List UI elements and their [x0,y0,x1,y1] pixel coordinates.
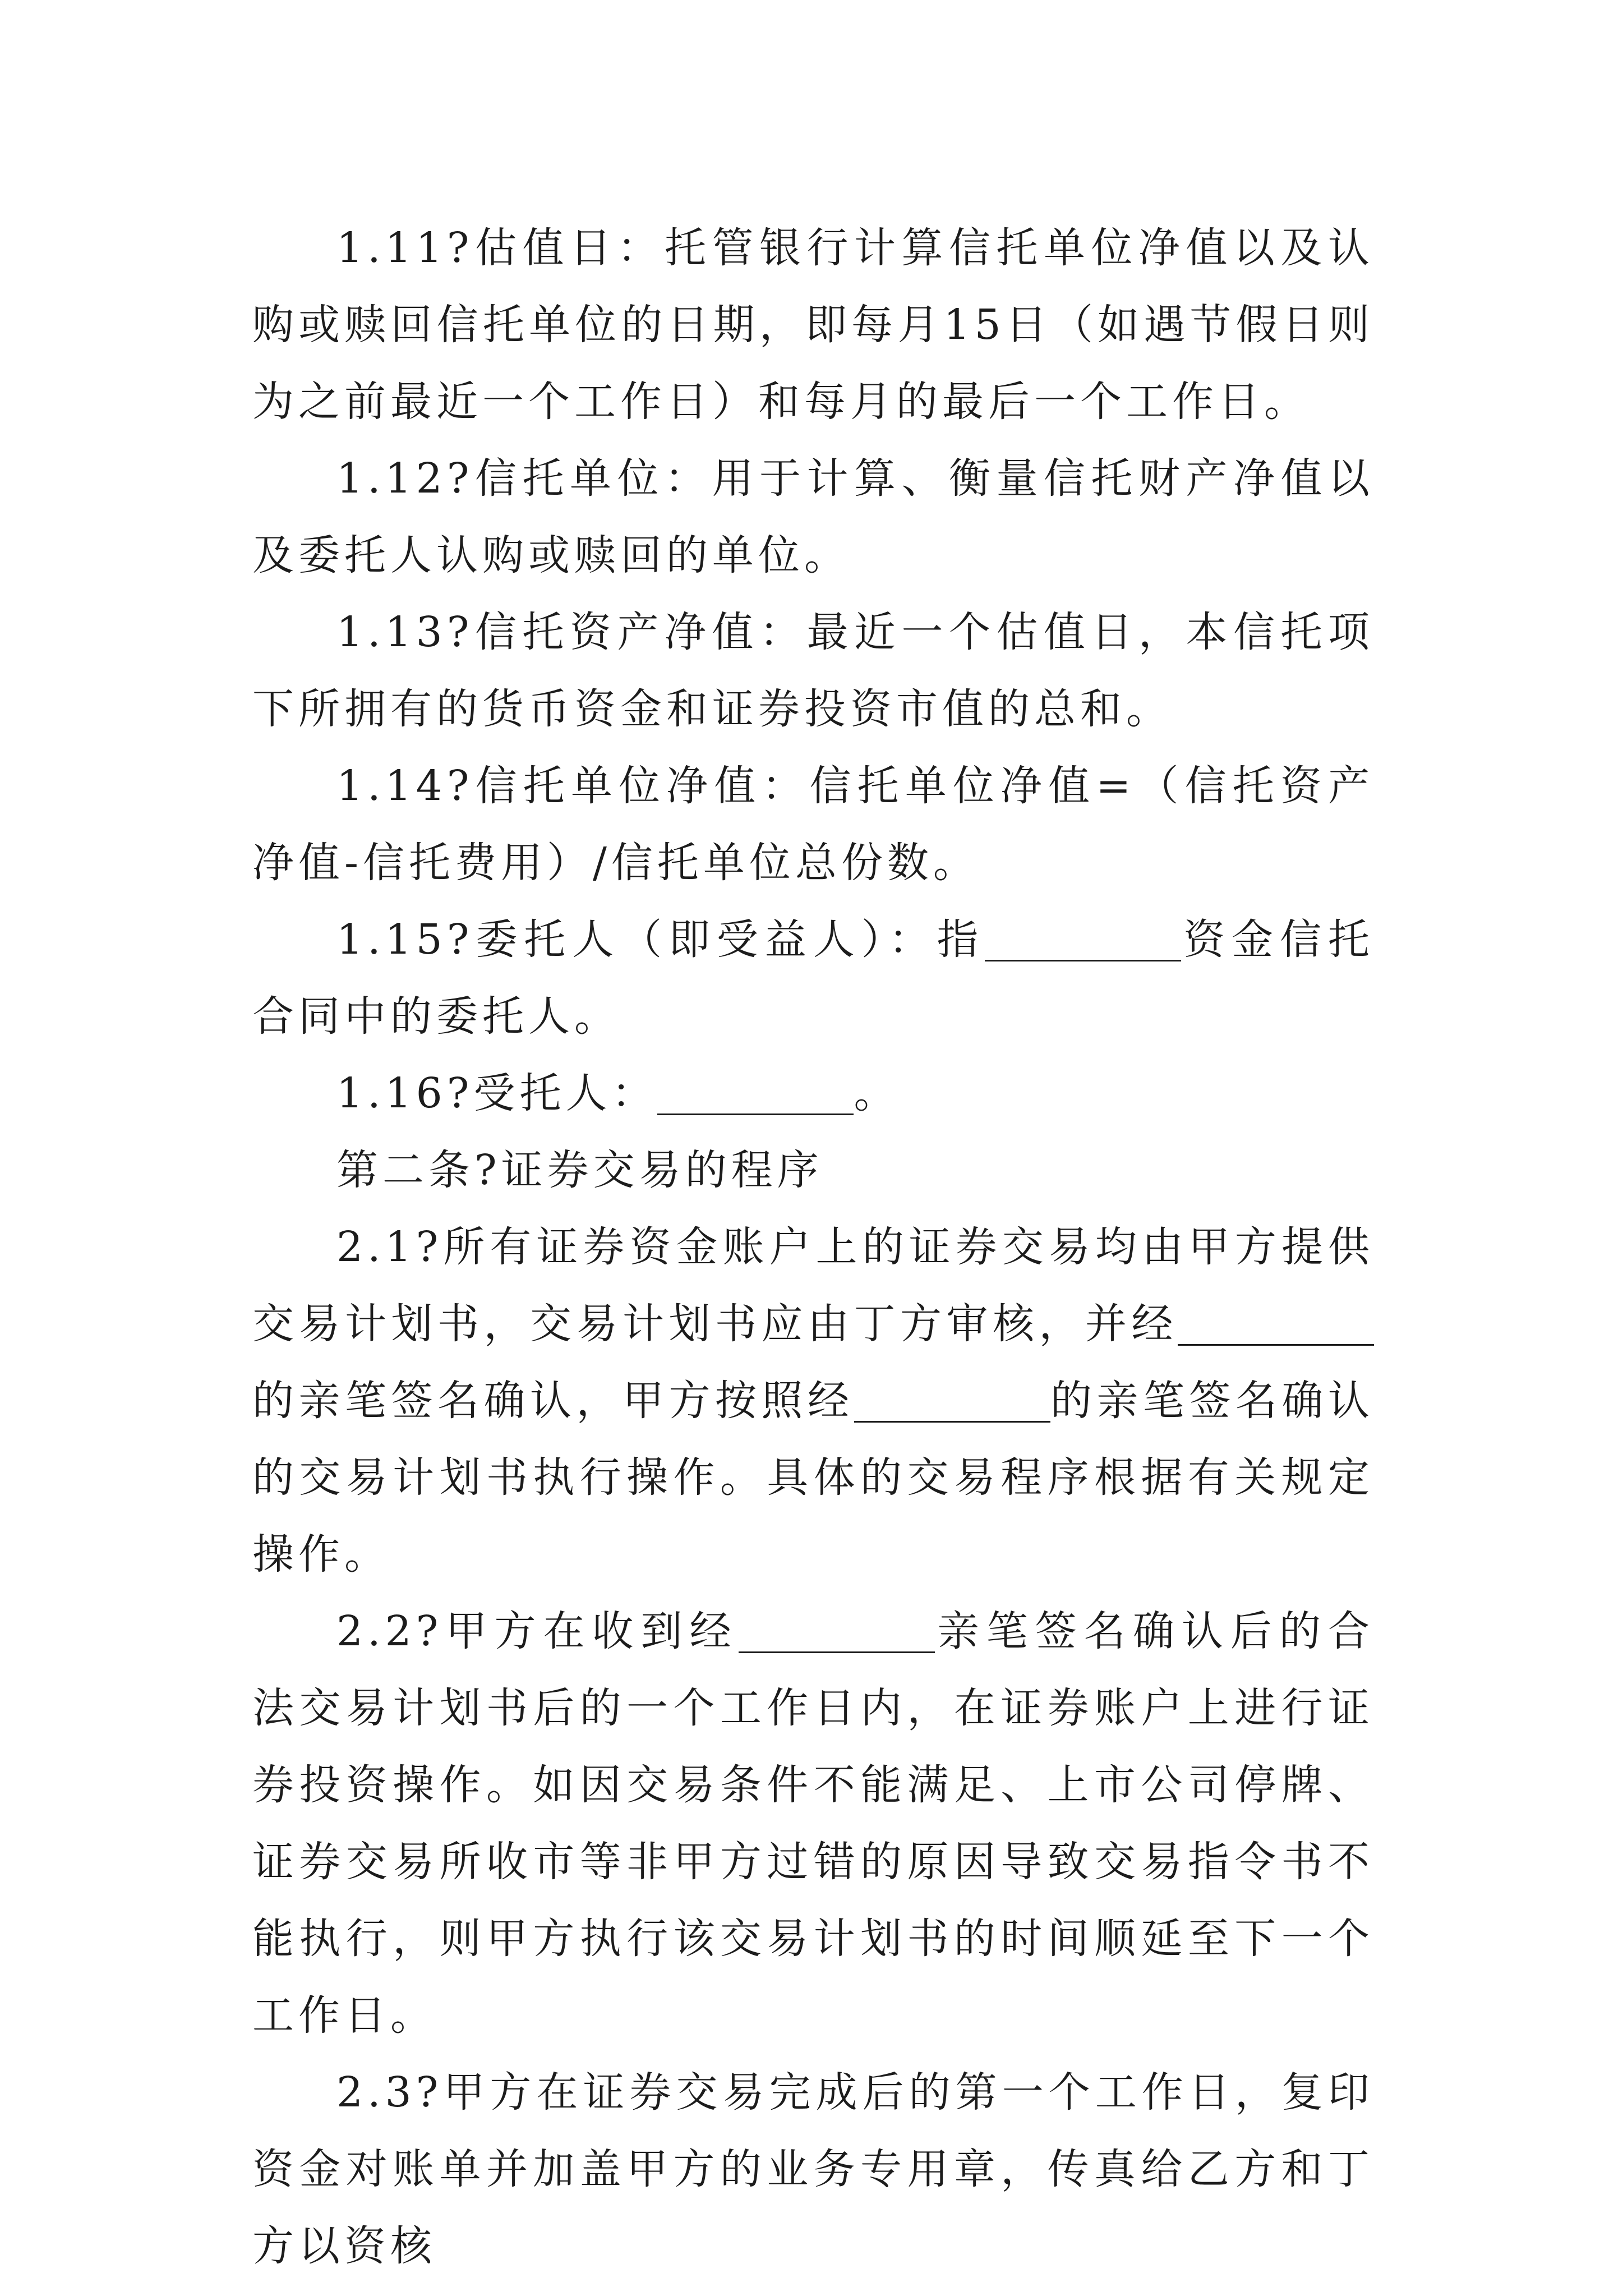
fill-in-blank [854,1382,1050,1423]
paragraph-text: 资金信托合同中的委托人。 [252,915,1374,1041]
fill-in-blank [1178,1305,1374,1346]
paragraph-1-15 [252,901,1374,1055]
paragraph-2-2 [252,1593,1374,2054]
paragraph-text: 2.2?甲方在收到经 [336,1607,739,1655]
paragraph-1-12 [252,440,1374,594]
paragraph-2-1 [252,1209,1374,1593]
paragraph-text: 1.14?信托单位净值：信托单位净值=（信托资产净值-信托费用）/信托单位总份数。 [252,762,1374,887]
paragraph-text: 1.16?受托人： [336,1069,658,1117]
paragraph-text: 亲笔签名确认后的合法交易计划书后的一个工作日内，在证券账户上进行证券投资操作。如因交易条件不能满足、上市公司停牌、证券交易所收市等非甲方过错的原因导致交易指令书不能执行，则甲方执行该交易计划书的时间顺延至下一个工作日。 [252,1607,1374,2040]
paragraph-text: 2.1?所有证券资金账户上的证券交易均由甲方提供交易计划书，交易计划书应由丁方审核，并经 [252,1223,1374,1348]
paragraph-text: 1.12?信托单位：用于计算、衡量信托财产净值以及委托人认购或赎回的单位。 [252,454,1374,579]
fill-in-blank [657,1074,854,1115]
paragraph-1-11 [252,210,1374,440]
paragraph-1-14 [252,748,1374,901]
paragraph-text: 1.13?信托资产净值：最近一个估值日，本信托项下所拥有的货币资金和证券投资市值的总和。 [252,608,1374,733]
paragraph-text: 1.11?估值日：托管银行计算信托单位净值以及认购或赎回信托单位的日期，即每月15日（如遇节假日则为之前最近一个工作日）和每月的最后一个工作日。 [252,224,1374,426]
section-heading-text: 第二条?证券交易的程序 [336,1146,823,1194]
document-body [252,210,1374,2285]
paragraph-text: 1.15?委托人（即受益人）：指 [336,915,985,964]
section-heading-article-2 [252,1132,1374,1209]
paragraph-text: 。 [854,1069,900,1117]
paragraph-text: 的亲笔签名确认的交易计划书执行操作。具体的交易程序根据有关规定操作。 [252,1377,1374,1579]
paragraph-1-13 [252,594,1374,748]
fill-in-blank [739,1612,935,1653]
paragraph-2-3 [252,2054,1374,2285]
fill-in-blank [985,921,1181,961]
paragraph-1-16 [252,1055,1374,1132]
paragraph-text: 的亲笔签名确认，甲方按照经 [252,1377,854,1425]
paragraph-text: 2.3?甲方在证券交易完成后的第一个工作日，复印资金对账单并加盖甲方的业务专用章，传真给乙方和丁方以资核 [252,2068,1374,2270]
